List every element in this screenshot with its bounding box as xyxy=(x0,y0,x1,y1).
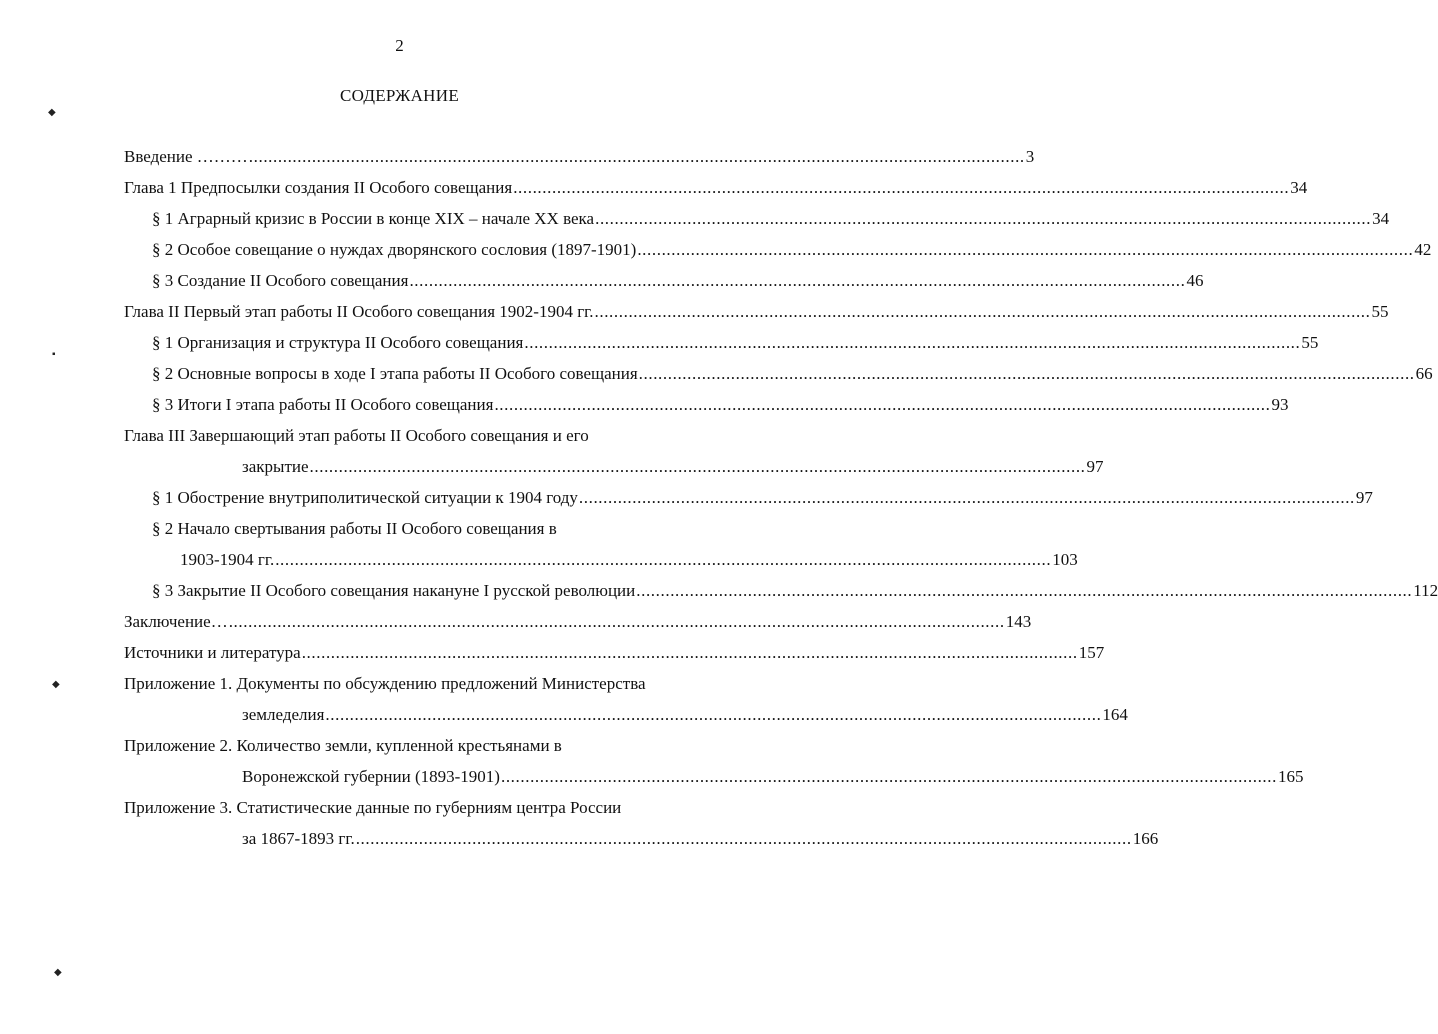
toc-entry-label: § 3 Итоги I этапа работы II Особого совещания xyxy=(152,395,494,414)
toc-entry-label: Введение ……… xyxy=(124,147,248,166)
leader-dots: ................................................................................................................................................................ xyxy=(409,271,1186,290)
toc-entry-section xyxy=(152,519,727,539)
page-number: 2 xyxy=(395,36,404,55)
toc-entry-page: 166 xyxy=(1132,829,1159,848)
toc-entry-appendix-1 xyxy=(124,674,727,694)
toc-entry-section xyxy=(152,240,1432,260)
toc-entry-label: Приложение 2. Количество земли, купленной крестьянами в xyxy=(124,736,562,755)
toc-entry-label: § 3 Закрытие II Особого совещания накануне I русской революции xyxy=(152,581,636,600)
toc-entry-chapter-3 xyxy=(124,426,727,446)
toc-entry-appendix-2 xyxy=(124,736,727,756)
toc-entry-section xyxy=(152,271,1204,291)
toc-entry-section xyxy=(152,333,1319,353)
leader-dots: ................................................................................................................................................................ xyxy=(636,581,1413,600)
toc-entry-page: 42 xyxy=(1414,240,1432,259)
leader-dots: ................................................................................................................................................................ xyxy=(248,147,1025,166)
toc-entry-section xyxy=(152,395,1289,415)
toc-entry-page: 55 xyxy=(1371,302,1389,321)
toc-entry-chapter-3-cont xyxy=(242,457,1104,477)
toc-entry-appendix-2-cont xyxy=(242,767,1304,787)
leader-dots: ................................................................................................................................................................ xyxy=(638,364,1415,383)
toc-entry-label: § 2 Основные вопросы в ходе I этапа работы II Особого совещания xyxy=(152,364,638,383)
toc-entry-page: 165 xyxy=(1277,767,1304,786)
toc-entry-intro xyxy=(124,147,1035,167)
toc-entry-label: земледелия xyxy=(242,705,325,724)
toc-entry-conclusion xyxy=(124,612,1032,632)
toc-entry-page: 112 xyxy=(1413,581,1438,600)
toc-entry-label: за 1867-1893 гг. xyxy=(242,829,355,848)
scan-speck: ◆ xyxy=(48,107,56,118)
toc-entry-section-cont xyxy=(180,550,1078,570)
toc-entry-label: § 3 Создание II Особого совещания xyxy=(152,271,409,290)
leader-dots: ................................................................................................................................................................ xyxy=(513,178,1290,197)
leader-dots: ................................................................................................................................................................ xyxy=(228,612,1005,631)
toc-entry-page: 3 xyxy=(1025,147,1035,166)
toc-entry-section xyxy=(152,488,1373,508)
toc-entry-page: 34 xyxy=(1290,178,1308,197)
toc-entry-page: 97 xyxy=(1355,488,1373,507)
scan-speck: ◆ xyxy=(52,679,60,690)
toc-entry-page: 66 xyxy=(1415,364,1433,383)
toc-entry-label: § 1 Обострение внутриполитической ситуации к 1904 году xyxy=(152,488,578,507)
leader-dots: ................................................................................................................................................................ xyxy=(595,209,1372,228)
toc-entry-page: 164 xyxy=(1102,705,1128,724)
toc-entry-page: 103 xyxy=(1052,550,1078,569)
leader-dots: ................................................................................................................................................................ xyxy=(500,767,1277,786)
toc-entry-page: 46 xyxy=(1186,271,1204,290)
leader-dots: ................................................................................................................................................................ xyxy=(578,488,1355,507)
toc-entry-page: 93 xyxy=(1271,395,1289,414)
leader-dots: ................................................................................................................................................................ xyxy=(301,643,1078,662)
toc-entry-page: 157 xyxy=(1078,643,1105,662)
toc-entry-label: Воронежской губернии (1893-1901) xyxy=(242,767,500,786)
toc-entry-page: 97 xyxy=(1086,457,1104,476)
toc-entry-label: § 1 Организация и структура II Особого совещания xyxy=(152,333,524,352)
leader-dots: ................................................................................................................................................................ xyxy=(594,302,1371,321)
toc-entry-label: § 2 Особое совещание о нуждах дворянского сословия (1897-1901) xyxy=(152,240,637,259)
toc-entry-label: 1903-1904 гг. xyxy=(180,550,275,569)
toc-entry-label: Глава III Завершающий этап работы II Особого совещания и его xyxy=(124,426,589,445)
leader-dots: ................................................................................................................................................................ xyxy=(309,457,1086,476)
leader-dots: ................................................................................................................................................................ xyxy=(275,550,1052,569)
leader-dots: ................................................................................................................................................................ xyxy=(637,240,1414,259)
toc-entry-label: Глава II Первый этап работы II Особого совещания 1902-1904 гг. xyxy=(124,302,594,321)
toc-entry-page: 34 xyxy=(1372,209,1390,228)
leader-dots: ................................................................................................................................................................ xyxy=(524,333,1301,352)
toc-entry-label: Источники и литература xyxy=(124,643,301,662)
toc-entry-label: § 2 Начало свертывания работы II Особого совещания в xyxy=(152,519,557,538)
toc-entry-section xyxy=(152,581,1438,601)
toc-entry-section xyxy=(152,364,1433,384)
leader-dots: ................................................................................................................................................................ xyxy=(355,829,1132,848)
toc-entry-label: Приложение 3. Статистические данные по губерниям центра России xyxy=(124,798,622,817)
toc-entry-page: 143 xyxy=(1005,612,1032,631)
toc-entry-appendix-1-cont xyxy=(242,705,1128,725)
toc-entry-appendix-3-cont xyxy=(242,829,1159,849)
toc-entry-label: Заключение… xyxy=(124,612,228,631)
toc-entry-section xyxy=(152,209,1390,229)
toc-entry-sources xyxy=(124,643,1105,663)
toc-entry-label: § 1 Аграрный кризис в России в конце XIX – начале XX века xyxy=(152,209,595,228)
leader-dots: ................................................................................................................................................................ xyxy=(494,395,1271,414)
scan-speck: ◆ xyxy=(54,967,62,978)
scan-speck: ▪ xyxy=(52,349,56,360)
leader-dots: ................................................................................................................................................................ xyxy=(325,705,1102,724)
toc-entry-label: Глава 1 Предпосылки создания II Особого совещания xyxy=(124,178,513,197)
toc-entry-label: Приложение 1. Документы по обсуждению предложений Министерства xyxy=(124,674,646,693)
page-title: СОДЕРЖАНИЕ xyxy=(339,86,460,105)
toc-entry-chapter-1 xyxy=(124,178,1308,198)
toc-entry-chapter-2 xyxy=(124,302,1389,322)
toc-entry-page: 55 xyxy=(1301,333,1319,352)
toc-entry-appendix-3 xyxy=(124,798,727,818)
toc-entry-label: закрытие xyxy=(242,457,309,476)
